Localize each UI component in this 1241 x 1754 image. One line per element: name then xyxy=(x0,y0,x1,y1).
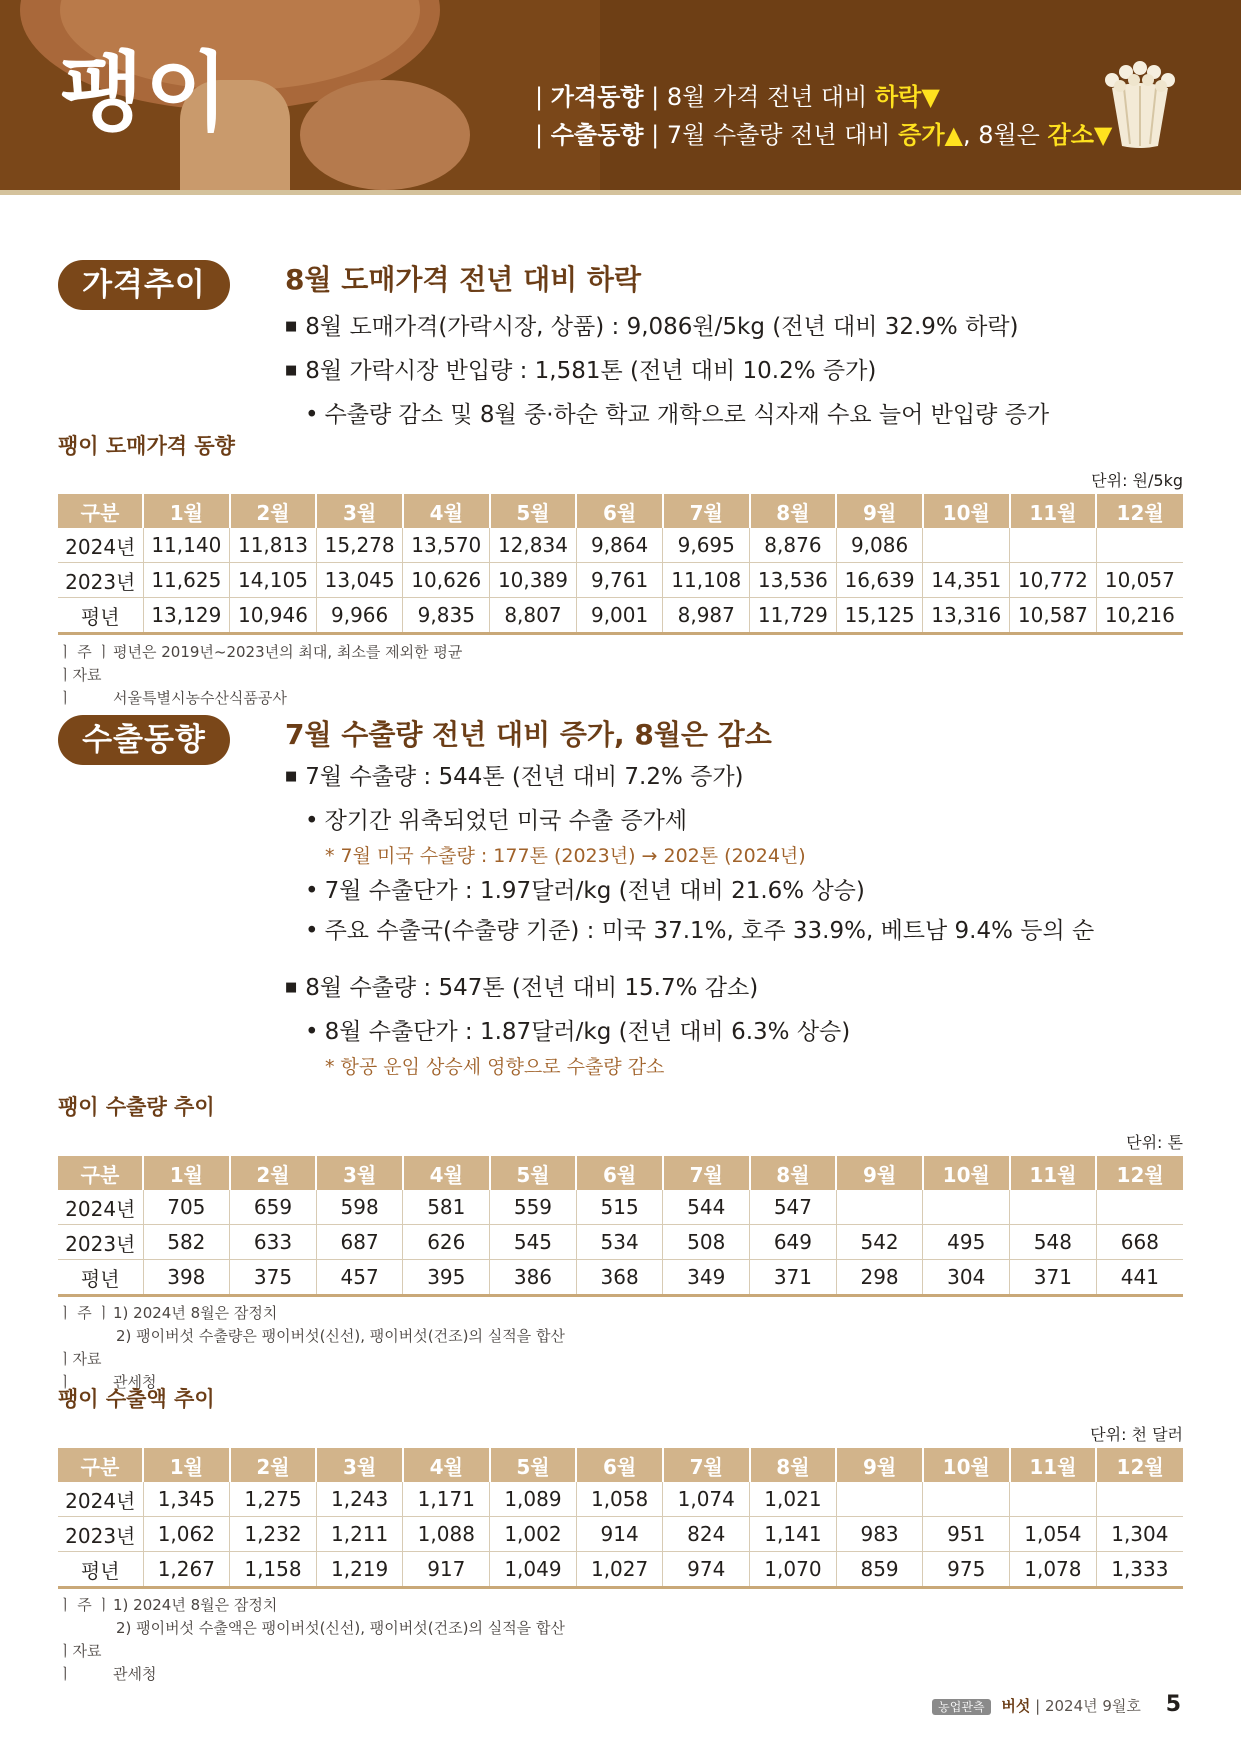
column-header: 3월 xyxy=(316,1156,403,1190)
table-cell: 547 xyxy=(750,1190,837,1225)
table-cell: 1,158 xyxy=(230,1552,317,1588)
table-cell: 10,216 xyxy=(1096,598,1183,634)
summary-price-trend: 하락▼ xyxy=(874,83,940,111)
table-cell: 13,570 xyxy=(403,528,490,563)
column-header: 10월 xyxy=(923,1156,1010,1190)
column-header: 9월 xyxy=(836,1156,923,1190)
table-cell: 1,232 xyxy=(230,1517,317,1552)
table-cell: 1,002 xyxy=(490,1517,577,1552)
column-header: 1월 xyxy=(143,1448,230,1482)
table-cell: 395 xyxy=(403,1260,490,1296)
table-cell: 16,639 xyxy=(836,563,923,598)
table-cell: 626 xyxy=(403,1225,490,1260)
column-header: 2월 xyxy=(230,1156,317,1190)
row-label: 평년 xyxy=(58,1260,143,1296)
export-section-heading: 7월 수출량 전년 대비 증가, 8월은 감소 xyxy=(285,718,772,751)
value-table-notes: ㅣ 주 ㅣ 1) 2024년 8월은 잠정치 2) 팽이버섯 수출액은 팽이버섯(신선), 팽이버섯(건조)의 실적을 합산 ㅣ자료ㅣ 관세청 xyxy=(58,1596,565,1683)
table-cell xyxy=(1096,528,1183,563)
price-sub-bullet: • 수출량 감소 및 8월 중·하순 학교 개학으로 식자재 수요 늘어 반입량 증가 xyxy=(285,395,1049,435)
table-cell: 508 xyxy=(663,1225,750,1260)
table-cell: 1,211 xyxy=(316,1517,403,1552)
table-cell: 1,070 xyxy=(750,1552,837,1588)
page-title: 팽이 xyxy=(60,43,231,143)
volume-table-notes: ㅣ 주 ㅣ 1) 2024년 8월은 잠정치 2) 팽이버섯 수출량은 팽이버섯(신선), 팽이버섯(건조)의 실적을 합산 ㅣ자료ㅣ 관세청 xyxy=(58,1304,565,1391)
column-header: 6월 xyxy=(576,494,663,528)
value-note: 1) 2024년 8월은 잠정치 xyxy=(113,1596,278,1614)
table-cell: 1,345 xyxy=(143,1482,230,1517)
table-cell: 917 xyxy=(403,1552,490,1588)
value-table-title: 팽이 수출액 추이 xyxy=(58,1387,215,1411)
table-row xyxy=(58,1482,1183,1517)
table-cell: 1,141 xyxy=(750,1517,837,1552)
volume-note: 2) 팽이버섯 수출량은 팽이버섯(신선), 팽이버섯(건조)의 실적을 합산 xyxy=(116,1327,565,1345)
table-cell: 668 xyxy=(1096,1225,1183,1260)
price-section-badge: 가격추이 xyxy=(58,260,230,310)
price-table-unit: 단위: 원/5kg xyxy=(1091,471,1183,490)
table-cell: 1,267 xyxy=(143,1552,230,1588)
column-header: 10월 xyxy=(923,1448,1010,1482)
table-cell: 13,045 xyxy=(316,563,403,598)
column-header: 구분 xyxy=(58,1156,143,1190)
table-cell: 11,140 xyxy=(143,528,230,563)
table-cell xyxy=(1096,1482,1183,1517)
column-header: 7월 xyxy=(663,494,750,528)
table-cell: 10,587 xyxy=(1010,598,1097,634)
value-source: 관세청 xyxy=(113,1665,157,1683)
table-cell: 542 xyxy=(836,1225,923,1260)
table-cell: 1,027 xyxy=(576,1552,663,1588)
table-row xyxy=(58,528,1183,563)
table-cell: 951 xyxy=(923,1517,1010,1552)
table-cell: 10,057 xyxy=(1096,563,1183,598)
volume-table-title: 팽이 수출량 추이 xyxy=(58,1095,215,1119)
mushroom-cap-decoration xyxy=(300,80,470,190)
table-cell: 1,243 xyxy=(316,1482,403,1517)
table-cell: 1,062 xyxy=(143,1517,230,1552)
table-cell: 9,864 xyxy=(576,528,663,563)
summary-price-line: | 가격동향 | 8월 가격 전년 대비 하락▼ xyxy=(535,83,940,111)
table-cell: 705 xyxy=(143,1190,230,1225)
column-header: 12월 xyxy=(1096,494,1183,528)
table-cell: 9,835 xyxy=(403,598,490,634)
publication-tag: 농업관측 xyxy=(932,1699,990,1715)
table-cell: 13,316 xyxy=(923,598,1010,634)
column-header: 1월 xyxy=(143,1156,230,1190)
table-cell: 398 xyxy=(143,1260,230,1296)
footer-subject: 버섯 xyxy=(1001,1697,1031,1715)
export-section-badge: 수출동향 xyxy=(58,715,230,765)
export-sub-bullet: • 주요 수출국(수출량 기준) : 미국 37.1%, 호주 33.9%, 베트남 9.4% 등의 순 xyxy=(285,911,1094,951)
table-row xyxy=(58,1552,1183,1588)
column-header: 8월 xyxy=(750,494,837,528)
column-header: 1월 xyxy=(143,494,230,528)
column-header: 구분 xyxy=(58,1448,143,1482)
price-table-title: 팽이 도매가격 동향 xyxy=(58,434,235,458)
column-header: 4월 xyxy=(403,1156,490,1190)
table-cell: 1,058 xyxy=(576,1482,663,1517)
column-header: 7월 xyxy=(663,1156,750,1190)
table-cell xyxy=(923,528,1010,563)
column-header: 8월 xyxy=(750,1156,837,1190)
table-cell: 10,772 xyxy=(1010,563,1097,598)
footer-issue: 2024년 9월호 xyxy=(1044,1697,1141,1715)
table-cell: 914 xyxy=(576,1517,663,1552)
export-sub-bullet: • 장기간 위축되었던 미국 수출 증가세 xyxy=(285,801,1094,841)
table-cell: 859 xyxy=(836,1552,923,1588)
table-cell: 1,088 xyxy=(403,1517,490,1552)
table-cell: 545 xyxy=(490,1225,577,1260)
volume-table-unit: 단위: 톤 xyxy=(1126,1133,1183,1152)
table-cell xyxy=(1010,1190,1097,1225)
row-label: 2023년 xyxy=(58,1517,143,1552)
row-label: 2024년 xyxy=(58,528,143,563)
banner-divider xyxy=(0,190,1241,195)
table-cell: 515 xyxy=(576,1190,663,1225)
table-cell: 1,089 xyxy=(490,1482,577,1517)
export-sub-bullet: • 8월 수출단가 : 1.87달러/kg (전년 대비 6.3% 상승) xyxy=(285,1012,1094,1052)
export-bullet: ■ 8월 수출량 : 547톤 (전년 대비 15.7% 감소) xyxy=(285,968,1094,1012)
price-table xyxy=(58,494,1183,635)
column-header: 2월 xyxy=(230,494,317,528)
table-cell: 9,966 xyxy=(316,598,403,634)
table-cell: 598 xyxy=(316,1190,403,1225)
table-cell: 1,074 xyxy=(663,1482,750,1517)
summary-price-key: 가격동향 xyxy=(550,83,644,111)
column-header: 4월 xyxy=(403,494,490,528)
column-header: 3월 xyxy=(316,494,403,528)
export-note: * 7월 미국 수출량 : 177톤 (2023년) → 202톤 (2024년) xyxy=(325,845,806,867)
column-header: 4월 xyxy=(403,1448,490,1482)
column-header: 5월 xyxy=(490,1448,577,1482)
volume-note: 1) 2024년 8월은 잠정치 xyxy=(113,1304,278,1322)
summary-export-line: | 수출동향 | 7월 수출량 전년 대비 증가▲, 8월은 감소▼ xyxy=(535,121,1113,149)
column-header: 9월 xyxy=(836,494,923,528)
table-cell: 974 xyxy=(663,1552,750,1588)
table-cell: 659 xyxy=(230,1190,317,1225)
export-note: * 항공 운임 상승세 영향으로 수출량 감소 xyxy=(325,1056,665,1078)
column-header: 5월 xyxy=(490,494,577,528)
table-cell: 15,278 xyxy=(316,528,403,563)
table-cell: 633 xyxy=(230,1225,317,1260)
price-bullets xyxy=(285,307,1049,435)
table-cell: 10,946 xyxy=(230,598,317,634)
table-cell: 548 xyxy=(1010,1225,1097,1260)
table-cell xyxy=(836,1190,923,1225)
table-cell: 368 xyxy=(576,1260,663,1296)
table-cell: 1,021 xyxy=(750,1482,837,1517)
row-label: 2024년 xyxy=(58,1482,143,1517)
table-cell: 975 xyxy=(923,1552,1010,1588)
price-note: 평년은 2019년~2023년의 최대, 최소를 제외한 평균 xyxy=(113,643,463,661)
column-header: 11월 xyxy=(1010,1448,1097,1482)
table-cell: 15,125 xyxy=(836,598,923,634)
table-cell: 8,876 xyxy=(750,528,837,563)
column-header: 2월 xyxy=(230,1448,317,1482)
table-row xyxy=(58,1517,1183,1552)
table-cell: 1,171 xyxy=(403,1482,490,1517)
table-row xyxy=(58,1190,1183,1225)
table-cell: 11,625 xyxy=(143,563,230,598)
enoki-mushroom-icon xyxy=(1098,58,1182,150)
column-header: 11월 xyxy=(1010,494,1097,528)
table-cell xyxy=(923,1482,1010,1517)
table-cell: 11,729 xyxy=(750,598,837,634)
export-bullets xyxy=(285,757,1094,1082)
value-table xyxy=(58,1448,1183,1589)
summary-export-key: 수출동향 xyxy=(550,121,644,149)
table-cell: 1,054 xyxy=(1010,1517,1097,1552)
table-cell: 1,078 xyxy=(1010,1552,1097,1588)
table-cell: 11,813 xyxy=(230,528,317,563)
value-table-unit: 단위: 천 달러 xyxy=(1090,1425,1183,1444)
column-header: 12월 xyxy=(1096,1448,1183,1482)
table-cell: 1,219 xyxy=(316,1552,403,1588)
table-cell: 457 xyxy=(316,1260,403,1296)
table-cell: 9,761 xyxy=(576,563,663,598)
column-header: 6월 xyxy=(576,1156,663,1190)
table-row xyxy=(58,598,1183,634)
table-row xyxy=(58,563,1183,598)
table-cell: 12,834 xyxy=(490,528,577,563)
table-cell: 375 xyxy=(230,1260,317,1296)
column-header: 구분 xyxy=(58,494,143,528)
table-cell: 9,695 xyxy=(663,528,750,563)
price-section-heading: 8월 도매가격 전년 대비 하락 xyxy=(285,263,642,296)
table-cell xyxy=(836,1482,923,1517)
table-cell: 9,001 xyxy=(576,598,663,634)
table-cell: 13,536 xyxy=(750,563,837,598)
summary-export-trend-down: 감소▼ xyxy=(1047,121,1113,149)
table-cell: 534 xyxy=(576,1225,663,1260)
table-cell: 14,351 xyxy=(923,563,1010,598)
table-cell: 371 xyxy=(750,1260,837,1296)
table-cell xyxy=(923,1190,1010,1225)
header-summary xyxy=(535,78,1112,154)
table-cell: 495 xyxy=(923,1225,1010,1260)
volume-table xyxy=(58,1156,1183,1297)
table-cell: 10,389 xyxy=(490,563,577,598)
page-number: 5 xyxy=(1165,1692,1181,1717)
table-cell: 1,333 xyxy=(1096,1552,1183,1588)
table-cell: 9,086 xyxy=(836,528,923,563)
table-row xyxy=(58,1260,1183,1296)
price-table-notes: ㅣ 주 ㅣ 평년은 2019년~2023년의 최대, 최소를 제외한 평균 ㅣ자료ㅣ 서울특별시농수산식품공사 xyxy=(58,643,463,707)
table-cell: 11,108 xyxy=(663,563,750,598)
row-label: 2023년 xyxy=(58,1225,143,1260)
column-header: 11월 xyxy=(1010,1156,1097,1190)
table-cell: 649 xyxy=(750,1225,837,1260)
column-header: 5월 xyxy=(490,1156,577,1190)
column-header: 7월 xyxy=(663,1448,750,1482)
table-cell: 544 xyxy=(663,1190,750,1225)
table-cell: 581 xyxy=(403,1190,490,1225)
column-header: 8월 xyxy=(750,1448,837,1482)
price-source: 서울특별시농수산식품공사 xyxy=(113,689,287,707)
table-cell xyxy=(1096,1190,1183,1225)
table-cell: 1,275 xyxy=(230,1482,317,1517)
table-cell: 983 xyxy=(836,1517,923,1552)
value-note: 2) 팽이버섯 수출액은 팽이버섯(신선), 팽이버섯(건조)의 실적을 합산 xyxy=(116,1619,565,1637)
table-cell: 582 xyxy=(143,1225,230,1260)
table-cell: 298 xyxy=(836,1260,923,1296)
header-banner xyxy=(0,0,1241,190)
price-bullet: ■ 8월 도매가격(가락시장, 상품) : 9,086원/5kg (전년 대비 32.9% 하락) xyxy=(285,307,1049,351)
table-cell: 8,807 xyxy=(490,598,577,634)
price-bullet: ■ 8월 가락시장 반입량 : 1,581톤 (전년 대비 10.2% 증가) xyxy=(285,351,1049,395)
table-cell xyxy=(1010,1482,1097,1517)
row-label: 평년 xyxy=(58,598,143,634)
column-header: 12월 xyxy=(1096,1156,1183,1190)
table-cell: 824 xyxy=(663,1517,750,1552)
row-label: 2023년 xyxy=(58,563,143,598)
table-cell: 687 xyxy=(316,1225,403,1260)
row-label: 평년 xyxy=(58,1552,143,1588)
table-cell: 349 xyxy=(663,1260,750,1296)
row-label: 2024년 xyxy=(58,1190,143,1225)
table-cell: 559 xyxy=(490,1190,577,1225)
column-header: 9월 xyxy=(836,1448,923,1482)
table-cell: 441 xyxy=(1096,1260,1183,1296)
table-cell: 1,049 xyxy=(490,1552,577,1588)
export-bullet: ■ 7월 수출량 : 544톤 (전년 대비 7.2% 증가) xyxy=(285,757,1094,801)
export-sub-bullet: • 7월 수출단가 : 1.97달러/kg (전년 대비 21.6% 상승) xyxy=(285,871,1094,911)
page-footer: 농업관측 버섯 | 2024년 9월호 5 xyxy=(932,1692,1181,1717)
table-cell: 14,105 xyxy=(230,563,317,598)
table-cell xyxy=(1010,528,1097,563)
table-cell: 10,626 xyxy=(403,563,490,598)
table-cell: 13,129 xyxy=(143,598,230,634)
column-header: 10월 xyxy=(923,494,1010,528)
table-cell: 371 xyxy=(1010,1260,1097,1296)
column-header: 3월 xyxy=(316,1448,403,1482)
table-cell: 8,987 xyxy=(663,598,750,634)
column-header: 6월 xyxy=(576,1448,663,1482)
table-cell: 386 xyxy=(490,1260,577,1296)
table-cell: 1,304 xyxy=(1096,1517,1183,1552)
table-cell: 304 xyxy=(923,1260,1010,1296)
volume-source: 관세청 xyxy=(113,1373,157,1391)
table-row xyxy=(58,1225,1183,1260)
summary-export-trend-up: 증가▲ xyxy=(898,121,963,149)
